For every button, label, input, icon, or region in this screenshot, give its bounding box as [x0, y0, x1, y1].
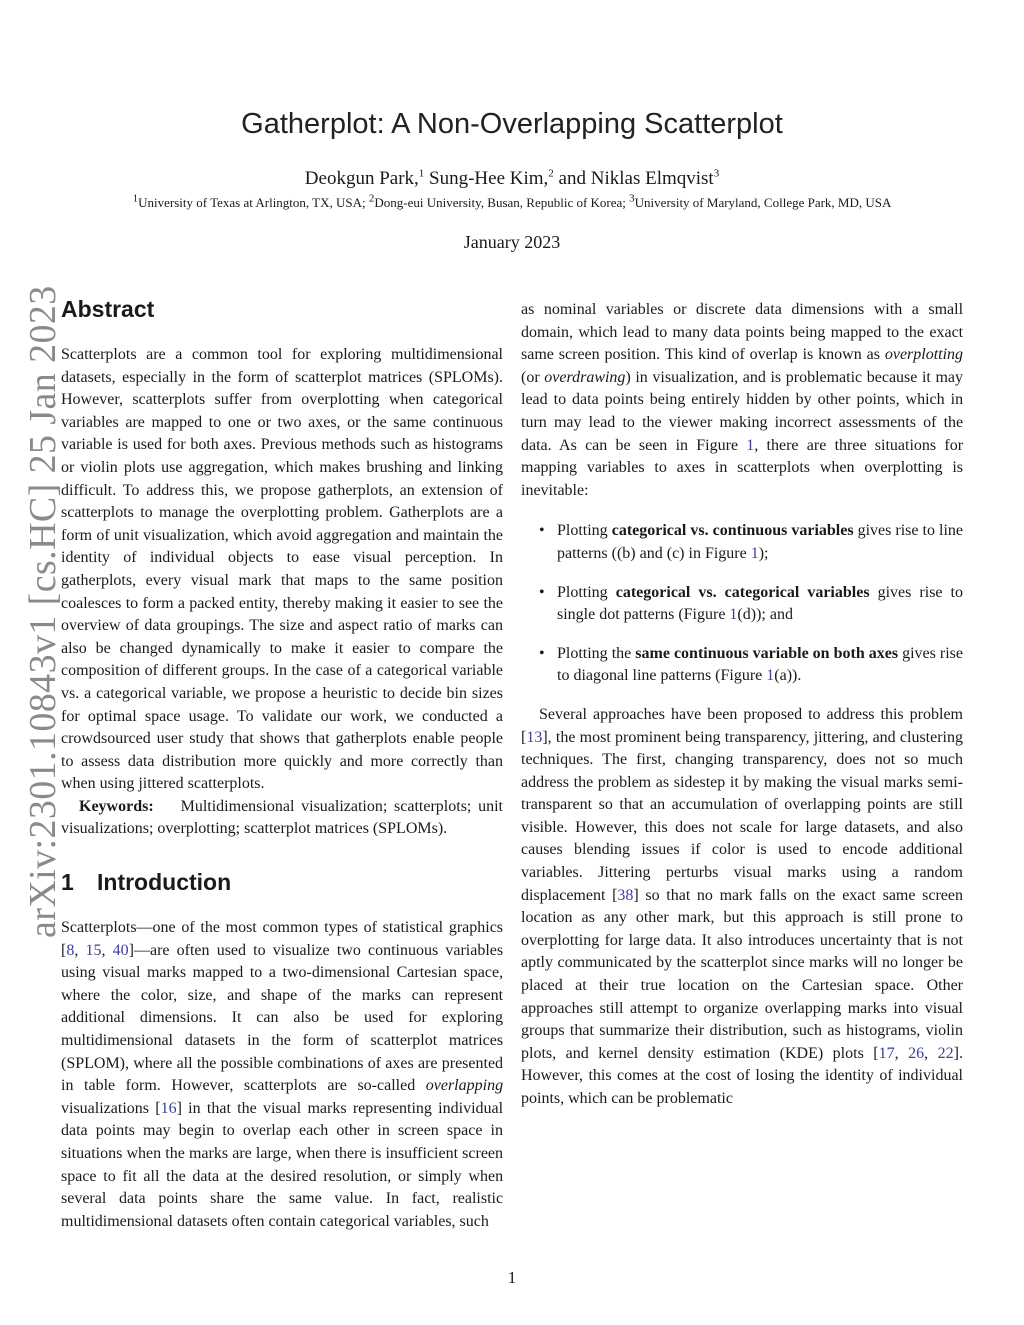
- keywords-label: Keywords:: [79, 797, 154, 815]
- citation-link[interactable]: 40: [112, 941, 129, 959]
- overplotting-situations-list: [521, 520, 963, 688]
- citation-link[interactable]: 38: [617, 886, 634, 904]
- citation-link[interactable]: 22: [937, 1044, 954, 1062]
- list-item: • Plotting categorical vs. continuous variables gives rise to line patterns ((b) and (c) in Figure 1);: [539, 522, 964, 562]
- author-name: and Niklas Elmqvist: [558, 168, 714, 189]
- author-name: Sung-Hee Kim,: [429, 168, 549, 189]
- citation-link[interactable]: 1: [729, 606, 738, 624]
- affiliation: University of Maryland, College Park, MD, USA: [634, 195, 892, 210]
- citation-link[interactable]: 1: [746, 436, 755, 454]
- affiliation: University of Texas at Arlington, TX, USA;: [138, 195, 369, 210]
- introduction-paragraph-1: Scatterplots—one of the most common types of statistical graphics [8, 15, 40]—are often used to visualize two continuous variables using visual marks mapped to a two-dimensional Cartesian space, where the color, size, and shape of the marks can represent additional dimensions. It can also be used for exploring multidimensional datasets in the form of scatterplot matrices (SPLOM), where all the possible combinations of axes are presented in table form. However, scatterplots are so-called overlapping visualizations [16] in that the visual marks representing individual data points may begin to overlap each other in screen space in situations when the marks are large, when there is insufficient screen space to fit all the data at the desired resolution, or simply when several data points share the same value. In fact, realistic multidimensional datasets often contain categorical variables, such: [61, 919, 504, 1230]
- abstract-body: Scatterplots are a common tool for exploring multidimensional datasets, especially in the form of scatterplot matrices (SPLOMs). However, scatterplots suffer from overplotting when categorical variables are mapped to one or two axes, or the same continuous variable is used for both axes. Previous methods such as histograms or violin plots use aggregation, which makes brushing and linking difficult. To address this, we propose gatherplots, an extension of scatterplots to manage the overplotting problem. Gatherplots are a form of unit visualization, which avoid aggregation and maintain the identity of individual objects to ease visual perception. In gatherplots, every visual mark that maps to the same position coalesces to form a packed entity, thereby making it easier to see the overview of data groupings. The size and aspect ratio of marks can also be changed dynamically to make it easier to compare the composition of different groups. In the case of a categorical variable vs. a categorical variable, we propose a heuristic to decide bin sizes for optimal space usage. To validate our work, we conducted a crowdsourced user study that shows that gatherplots enable people to assess data distribution more quickly and more correctly than when using jittered scatterplots.: [61, 346, 503, 793]
- section-number: 1: [61, 869, 74, 896]
- right-column: [521, 299, 963, 1111]
- author-affiliation-mark: 1: [418, 167, 425, 180]
- affiliation: Dong-eui University, Busan, Republic of Korea;: [374, 195, 630, 210]
- abstract-heading: Abstract: [61, 296, 155, 322]
- affiliation-mark: 2: [368, 192, 375, 205]
- author-affiliation-mark: 2: [548, 167, 554, 180]
- list-item: • Plotting the same continuous variable on both axes gives rise to diagonal line patterns (Figure 1(a)).: [539, 644, 964, 685]
- citation-link[interactable]: 16: [160, 1099, 177, 1117]
- paper-title: Gatherplot: A Non-Overlapping Scatterplot: [241, 108, 783, 140]
- introduction-paragraph-1-continued: as nominal variables or discrete data dimensions with a small domain, which lead to many data points being mapped to the exact same screen position. This kind of overlap is known as overplotting (or overdrawing) in visualization, and is problematic because it may lead to data points being entirely hidden by other points, which in turn may lead to the viewer making incorrect assessments of the data. As can be seen in Figure 1, there are three situations for mapping variables to axes in scatterplots when overplotting is inevitable:: [521, 301, 964, 499]
- citation-link[interactable]: 15: [85, 941, 102, 959]
- section-title: Introduction: [97, 869, 232, 896]
- page-number: 1: [507, 1268, 517, 1287]
- affiliation-list: [0, 192, 1024, 211]
- author-name: Deokgun Park,: [304, 168, 419, 189]
- author-list: [0, 167, 1024, 191]
- author-affiliation-mark: 3: [713, 167, 720, 180]
- citation-link[interactable]: 13: [526, 728, 543, 746]
- introduction-heading: [61, 867, 503, 897]
- citation-link[interactable]: 17: [878, 1044, 895, 1062]
- citation-link[interactable]: 8: [66, 941, 75, 959]
- affiliation-mark: 3: [629, 192, 635, 205]
- keywords-text: Multidimensional visualization; scatterplots; unit visualizations; overplotting; scatterplot matrices (SPLOMs).: [61, 797, 503, 838]
- affiliation-mark: 1: [132, 192, 139, 205]
- citation-link[interactable]: 26: [908, 1044, 925, 1062]
- citation-link[interactable]: 1: [750, 544, 759, 562]
- left-column: [61, 294, 503, 1233]
- keywords-line: [61, 796, 503, 841]
- list-item: • Plotting categorical vs. categorical variables gives rise to single dot patterns (Figure 1(d)); and: [539, 583, 964, 624]
- publication-date: January 2023: [463, 232, 561, 252]
- arxiv-identifier-stamp: arXiv:2301.10843v1 [cs.HC] 25 Jan 2023: [22, 285, 64, 938]
- citation-link[interactable]: 1: [766, 667, 775, 685]
- introduction-paragraph-2: Several approaches have been proposed to address this problem [13], the most prominent being transparency, jittering, and clustering techniques. The first, changing transparency, does not so much address the problem as sidestep it by making the visual marks semi-transparent so that an accumulation of overlapping points are still visible. However, this does not scale for large datasets, and also causes blending issues if color is used to encode additional variables. Jittering perturbs visual marks using a random displacement [38] so that no mark falls on the exact same screen location as any other mark, but this approach is still prone to overplotting for large data. It also introduces uncertainty that is not aptly communicated by the scatterplot since marks will no longer be placed at their true location on the Cartesian space. Other approaches still attempt to organize overlapping marks into visual groups that summarize their distribution, such as histograms, violin plots, and kernel density estimation (KDE) plots [17, 26, 22]. However, this comes at the cost of losing the identity of individual points, which can be problematic: [521, 705, 963, 1107]
